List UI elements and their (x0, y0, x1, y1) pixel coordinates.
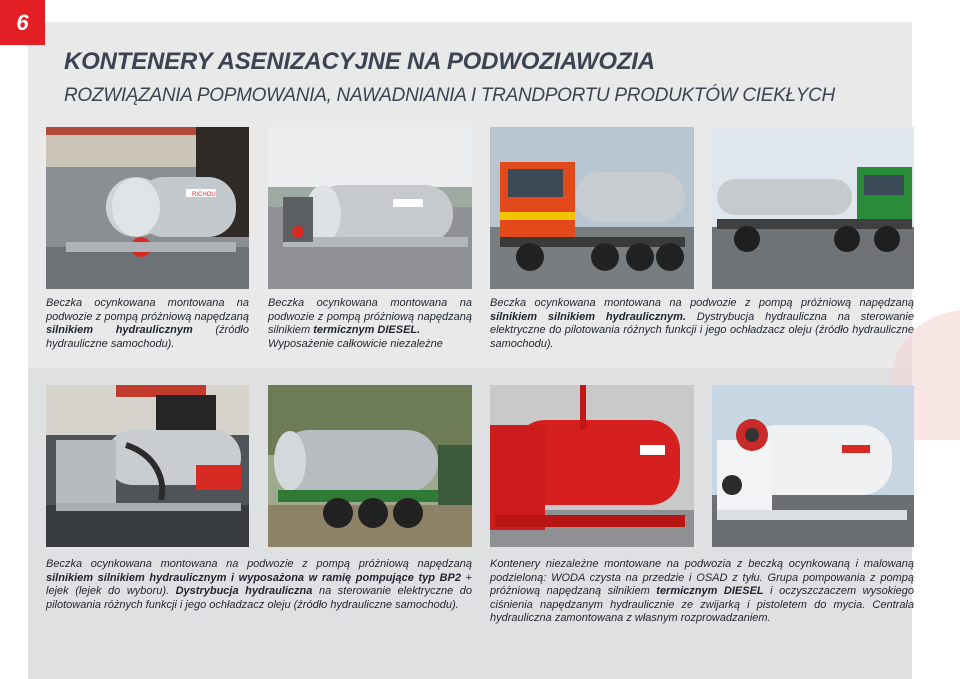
photo-tank-hydraulic (46, 127, 249, 289)
page-number: 6 (0, 0, 45, 45)
caption-3: Beczka ocynkowana montowana na podwozie z pompą próżniową napędzaną silnikiem silnikiem hydraulicznym. Dystrybucja hydrauliczna na sterowanie elektryczne do pilotowania różnych funkcji i jego ochładzacz oleju (źródło hydrauliczne samochodu). (490, 297, 914, 350)
page-title: KONTENERY ASENIZACYJNE NA PODWOZIAWOZIA (64, 48, 655, 75)
photo-tank-red-container (490, 385, 694, 547)
photo-tank-trailer (268, 385, 472, 547)
caption-1: Beczka ocynkowana montowana na podwozie z pompą próżniową napędzaną silnikiem hydraulicznym (źródło hydrauliczne samochodu). (46, 297, 249, 350)
photo-tank-white (712, 385, 914, 547)
page-subtitle: ROZWIĄZANIA POPMOWANIA, NAWADNIANIA I TRANDPORTU PRODUKTÓW CIEKŁYCH (64, 85, 835, 106)
caption-2: Beczka ocynkowana montowana na podwozie z pompą próżniową napędzaną silnikiem termicznym DIESEL. Wyposażenie całkowicie niezależne (268, 297, 472, 350)
photo-truck-green (712, 127, 914, 289)
tank-label: RICHOU (192, 192, 216, 198)
photo-truck-red (490, 127, 694, 289)
photo-tank-pump-arm (46, 385, 249, 547)
photo-tank-diesel (268, 127, 472, 289)
caption-4: Beczka ocynkowana montowana na podwozie z pompą próżniową napędzaną silnikiem silnikiem hydraulicznym i wyposażona w ramię pompujące typ BP2 + lejek (lejek do wyboru). Dystrybucja hydrauliczna na sterowanie elektryczne do pilotowania różnych funkcji i jego ochładzacz oleju (źródło hydrauliczne samochodu). (46, 558, 472, 611)
caption-5: Kontenery niezależne montowane na podwozia z beczką ocynkowaną i malowaną podzieloną: WODA czysta na przedzie i OSAD z tyłu. Grupa pompowania z pompą próżniową napędzaną silnikiem termicznym DIESEL i oczyszczaczem wysokiego ciśnienia napędzanym hydraulicznie ze zwijarką i pistoletem do mycia. Centrala hydrauliczna zamontowana z własnym rozprowadzaniem. (490, 558, 914, 625)
